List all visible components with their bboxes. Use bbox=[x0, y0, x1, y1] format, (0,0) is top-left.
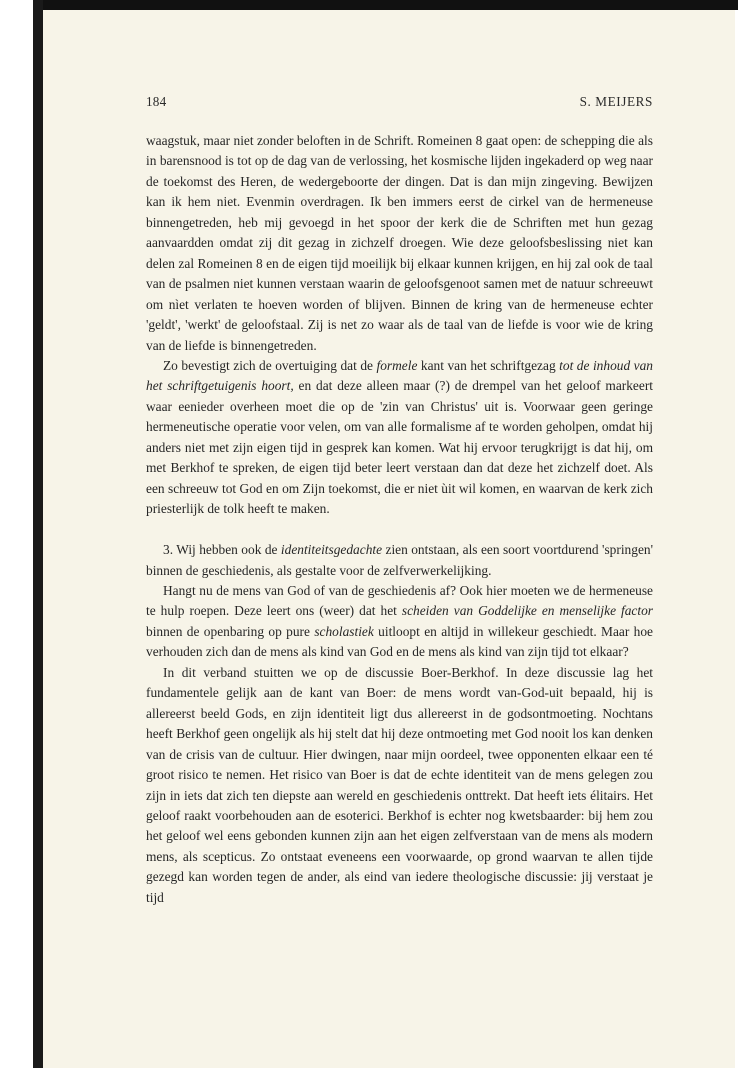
italic-text-run: scheiden van Goddelijke en menselijke factor bbox=[401, 603, 654, 619]
text-run: binnen de openbaring op pure bbox=[146, 623, 315, 639]
paragraph bbox=[146, 131, 653, 356]
paragraph bbox=[146, 356, 653, 520]
running-head-author: S. MEIJERS bbox=[579, 94, 653, 109]
text-run: zien ontstaan, als een soort voortdurend 'springen' binnen de geschiedenis, als gestalte voor de zelfverwerkelijking. bbox=[146, 542, 653, 578]
page-header bbox=[146, 94, 653, 114]
section-3-paragraph bbox=[146, 540, 653, 581]
page-number: 184 bbox=[146, 94, 167, 109]
italic-text-run: tot de inhoud van het schriftgetuigenis hoort, bbox=[146, 357, 654, 394]
text-run: kant van het schriftgezag bbox=[417, 357, 560, 373]
scan-edge-left bbox=[33, 0, 43, 1068]
text-run: waagstuk, maar niet zonder beloften in de Schrift. Romeinen 8 gaat open: de schepping die als in barensnood is tot op de dag van de verlossing, het kosmische lijden ingekaderd op weg naar de toekomst des Heren, de wedergeboorte der dingen. Dat is dan mijn zingeving. Bewijzen kan ik hem niet. Evenmin overdragen. Ik ben immers eerst de cirkel van de hermeneuse binnengetreden, heb mij gevoegd in het spoor der kerk die de Schriften met hun gezag aanvaardden omdat zij dit gezag in zichzelf droegen. Wie deze geloofsbeslissing niet kan delen zal Romeinen 8 en de eigen tijd moeilijk bij elkaar kunnen krijgen, en hij zal ook de taal van de psalmen niet kunnen verstaan waarin de geloofsgenoot samen met de natuur schreeuwt om nìet verlaten te hoeven worden of blijven. Binnen de kring van de hermeneuse echter 'geldt', 'werkt' de geloofstaal. Zij is net zo waar als de taal van de liefde is voor wie de kring van de liefde is binnengetreden. bbox=[146, 133, 653, 353]
italic-text-run: scholastiek bbox=[314, 623, 374, 639]
text-run: en dat deze alleen maar (?) de drempel van het geloof markeert waar eenieder overheen moet die op de 'zin van Christus' uit is. Voorwaar geen geringe hermeneutische operatie voor velen, om van alle formalisme af te worden geholpen, omdat hij anders niet met zijn eigen tijd in gesprek kan komen. Wat hij ervoor terugkrijgt is dat hij, om met Berkhof te spreken, de eigen tijd beter leert verstaan dan dat deze het zichzelf doet. Als een schreeuw tot God en om Zijn toekomst, die er niet ùit wil komen, en waarvan de kerk zich priesterlijk de tolk heeft te maken. bbox=[146, 378, 653, 517]
text-run: 3. Wij hebben ook de bbox=[163, 542, 281, 558]
scan-edge-top bbox=[33, 0, 738, 10]
text-run: Hangt nu de mens van God of van de geschiedenis af? Ook hier moeten we de hermeneuse te hulp roepen. Deze leert ons (weer) dat het bbox=[146, 583, 653, 619]
paragraph bbox=[146, 581, 653, 663]
paragraph bbox=[146, 663, 653, 908]
italic-text-run: formele bbox=[376, 357, 418, 373]
text-run: Zo bevestigt zich de overtuiging dat de bbox=[163, 357, 377, 373]
text-run: uitloopt en altijd in willekeur geschiedt. Maar hoe verhouden zich dan de mens als kind van God en de mens als kind van zijn tijd tot elkaar? bbox=[146, 623, 653, 660]
body-text bbox=[146, 131, 653, 908]
italic-text-run: identiteitsgedachte bbox=[280, 542, 383, 558]
text-run: In dit verband stuitten we op de discussie Boer-Berkhof. In deze discussie lag het fundamentele gelijk aan de kant van Boer: de mens wordt van-God-uit bepaald, hij is allereerst beeld Gods, en zijn identiteit ligt dus allereerst in de godsontmoeting. Nochtans heeft Berkhof geen ongelijk als hij stelt dat hij deze ontmoeting met God nooit los kan denken van de crisis van de cultuur. Hier dwingen, naar mijn oordeel, twee opponenten elkaar een té groot risico te nemen. Het risico van Boer is dat de echte identiteit van de mens gelegen zou zijn in iets dat zich ten diepste aan wereld en geschiedenis onttrekt. Dat heeft iets élitairs. Het geloof raakt voorbehouden aan de esoterici. Berkhof is echter nog kwetsbaarder: bij hem zou het geloof wel eens gebonden kunnen zijn aan het eigen zelfverstaan van de mens als modern mens, als scepticus. Zo ontstaat eveneens een voorwaarde, op grond waarvan te allen tijde gezegd kan worden tegen de ander, als eind van iedere theologische discussie: jij verstaat je tijd bbox=[146, 664, 653, 905]
